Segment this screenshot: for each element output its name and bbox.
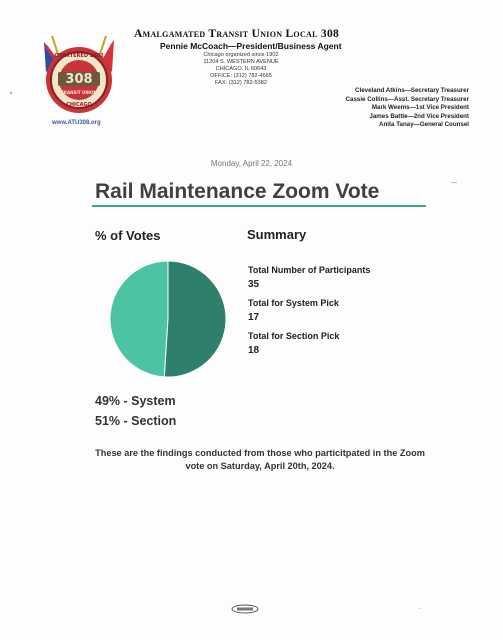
participants-label: Total Number of Participants — [248, 265, 371, 275]
section-pick-label: Total for Section Pick — [248, 331, 340, 341]
address-line: FAX: (312) 782-5382 — [215, 80, 267, 86]
legend-section: 51% - Section — [95, 414, 177, 428]
president-line: Pennie McCoach—President/Business Agent — [160, 41, 342, 51]
vote-pie-chart — [107, 258, 229, 380]
participants-value: 35 — [248, 279, 260, 290]
officer-item: James Battle—2nd Vice President — [369, 112, 469, 120]
address-line: Chicago organized since 1902 — [203, 52, 279, 58]
officers-list — [346, 87, 469, 130]
union-logo — [36, 32, 122, 116]
officer-item: Cassie Collins—Asst. Secretary Treasurer — [345, 95, 469, 103]
pie-slice-section — [164, 261, 226, 377]
section-pick-value: 18 — [248, 345, 260, 356]
scan-speck — [451, 182, 457, 183]
address-line: 11204 S. WESTERN AVENUE — [203, 59, 279, 65]
findings-note: These are the findings conducted from those who particitpated in the Zoom vote on Saturday, April 20th, 2024. — [95, 448, 425, 471]
logo-top-text: CHARTERED 1902 — [54, 53, 104, 59]
logo-bottom-text: CHICAGO — [66, 102, 92, 108]
page-title: Rail Maintenance Zoom Vote — [95, 180, 380, 203]
scan-speck — [10, 92, 12, 94]
officer-item: Mark Weems—1st Vice President — [371, 104, 469, 112]
letter-date: Monday, April 22, 2024 — [210, 159, 293, 168]
logo-number-text: 308 — [65, 72, 93, 87]
summary-heading: Summary — [247, 227, 307, 242]
officer-item: Cleveland Atkins—Secretary Treasurer — [355, 87, 469, 94]
website-url[interactable]: www.ATU308.org — [52, 120, 101, 126]
address-line: CHICAGO, IL 60643 — [215, 66, 267, 72]
votes-heading: % of Votes — [95, 228, 161, 243]
legend-system: 49% - System — [95, 394, 176, 408]
union-bug-icon — [231, 604, 259, 614]
logo-band-text: TRANSIT UNION — [61, 90, 97, 95]
scan-speck — [419, 608, 420, 609]
pie-slice-system — [110, 261, 168, 377]
address-line: OFFICE: (312) 782-4665 — [210, 73, 272, 79]
system-pick-label: Total for System Pick — [248, 298, 339, 308]
officer-item: Anita Tanay—General Counsel — [379, 121, 469, 129]
union-name: Amalgamated Transit Union Local 308 — [134, 28, 340, 40]
system-pick-value: 17 — [248, 312, 260, 323]
title-underline — [92, 205, 426, 207]
